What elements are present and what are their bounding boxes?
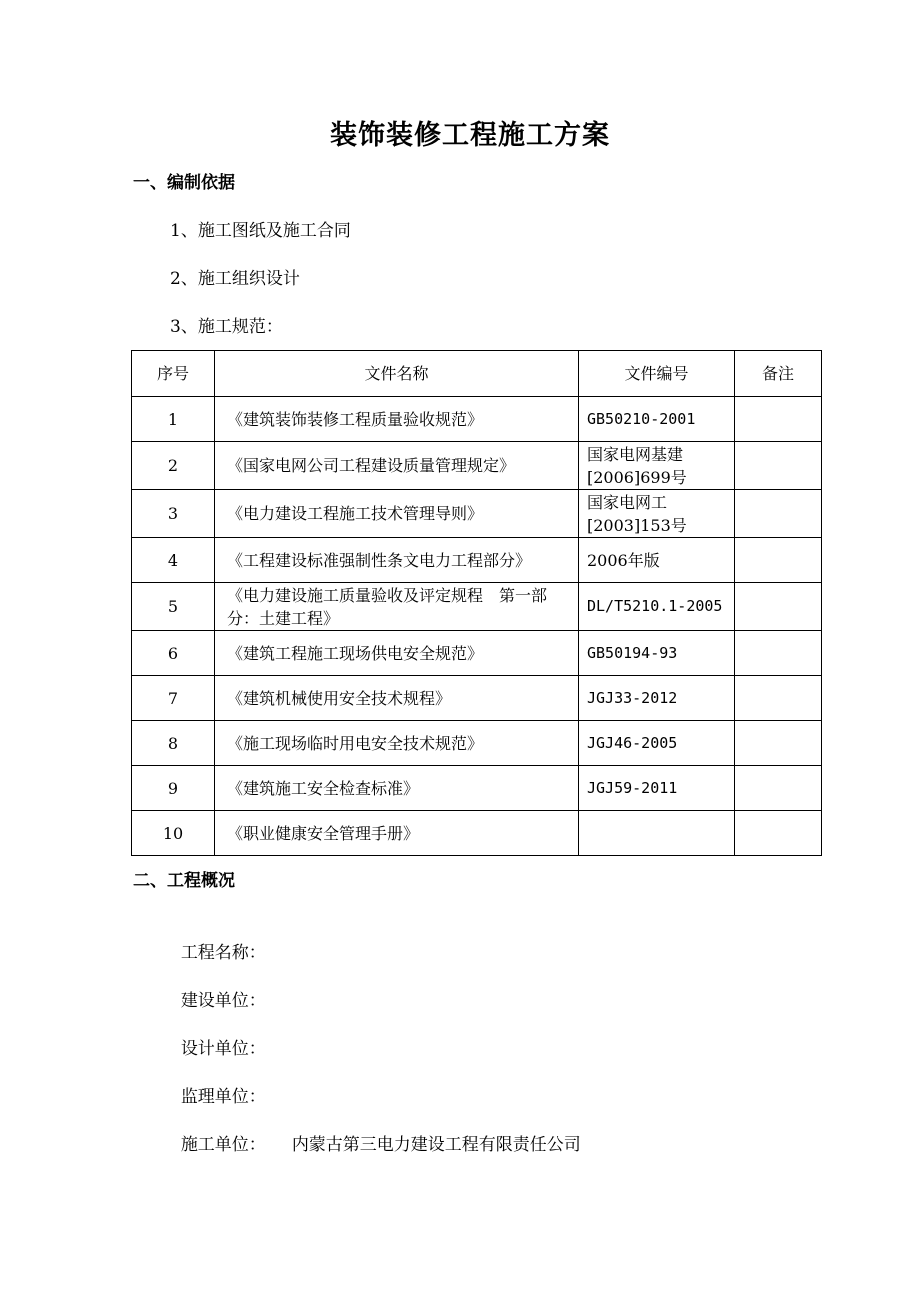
- table-row: [132, 676, 822, 721]
- cell-no: 8: [132, 721, 215, 766]
- basis-item-design: 2、施工组织设计: [170, 269, 300, 289]
- overview-field: [170, 1109, 581, 1157]
- cell-note: [735, 721, 822, 766]
- table-header-row: [132, 351, 822, 397]
- section-heading-basis: 一、编制依据: [133, 173, 235, 193]
- cell-code: [579, 811, 735, 856]
- table-row: [132, 490, 822, 538]
- basis-item-specs: 3、施工规范：: [170, 317, 283, 337]
- cell-name: 《建筑装饰装修工程质量验收规范》: [215, 397, 579, 442]
- header-name: 文件名称: [215, 351, 579, 397]
- field-label-owner: 建设单位：: [180, 991, 266, 1011]
- section-heading-overview: 二、工程概况: [133, 871, 235, 891]
- overview-field: [170, 965, 266, 1013]
- field-label-designer: 设计单位：: [180, 1039, 266, 1059]
- cell-no: 1: [132, 397, 215, 442]
- cell-code: GB50210-2001: [579, 397, 735, 442]
- header-code: 文件编号: [579, 351, 735, 397]
- basis-item-drawings: 1、施工图纸及施工合同: [170, 221, 351, 241]
- table-row: [132, 583, 822, 631]
- cell-name: 《职业健康安全管理手册》: [215, 811, 579, 856]
- table-row: [132, 766, 822, 811]
- cell-no: 9: [132, 766, 215, 811]
- cell-note: [735, 676, 822, 721]
- cell-code: GB50194-93: [579, 631, 735, 676]
- cell-no: 3: [132, 490, 215, 538]
- cell-code: JGJ46-2005: [579, 721, 735, 766]
- cell-name: 《建筑机械使用安全技术规程》: [215, 676, 579, 721]
- cell-code: 国家电网工[2003]153号: [579, 490, 735, 538]
- cell-no: 7: [132, 676, 215, 721]
- cell-note: [735, 538, 822, 583]
- header-note: 备注: [735, 351, 822, 397]
- cell-name: 《电力建设施工质量验收及评定规程 第一部分：土建工程》: [215, 583, 579, 631]
- cell-no: 6: [132, 631, 215, 676]
- cell-note: [735, 766, 822, 811]
- field-value-contractor: 内蒙古第三电力建设工程有限责任公司: [291, 1135, 581, 1155]
- cell-no: 2: [132, 442, 215, 490]
- overview-field: [170, 1061, 266, 1109]
- header-no: 序号: [132, 351, 215, 397]
- table-row: [132, 538, 822, 583]
- cell-note: [735, 490, 822, 538]
- field-label-contractor: 施工单位：: [180, 1135, 266, 1155]
- overview-field: [170, 917, 266, 965]
- cell-code: DL/T5210.1-2005: [579, 583, 735, 631]
- table-row: [132, 631, 822, 676]
- field-label-project-name: 工程名称：: [180, 943, 266, 963]
- field-label-supervisor: 监理单位：: [180, 1087, 266, 1107]
- table-row: [132, 721, 822, 766]
- table-row: [132, 442, 822, 490]
- cell-no: 10: [132, 811, 215, 856]
- document-title: 装饰装修工程施工方案: [330, 120, 610, 151]
- cell-note: [735, 442, 822, 490]
- overview-field: [170, 1013, 266, 1061]
- cell-name: 《电力建设工程施工技术管理导则》: [215, 490, 579, 538]
- table-row: [132, 397, 822, 442]
- cell-note: [735, 397, 822, 442]
- cell-no: 4: [132, 538, 215, 583]
- cell-note: [735, 631, 822, 676]
- cell-name: 《建筑工程施工现场供电安全规范》: [215, 631, 579, 676]
- cell-name: 《施工现场临时用电安全技术规范》: [215, 721, 579, 766]
- cell-name: 《工程建设标准强制性条文电力工程部分》: [215, 538, 579, 583]
- specification-table: [131, 350, 822, 856]
- cell-code: JGJ33-2012: [579, 676, 735, 721]
- cell-note: [735, 811, 822, 856]
- cell-code: 2006年版: [579, 538, 735, 583]
- cell-no: 5: [132, 583, 215, 631]
- cell-code: JGJ59-2011: [579, 766, 735, 811]
- table-row: [132, 811, 822, 856]
- cell-name: 《国家电网公司工程建设质量管理规定》: [215, 442, 579, 490]
- cell-code: 国家电网基建[2006]699号: [579, 442, 735, 490]
- cell-name: 《建筑施工安全检查标准》: [215, 766, 579, 811]
- cell-note: [735, 583, 822, 631]
